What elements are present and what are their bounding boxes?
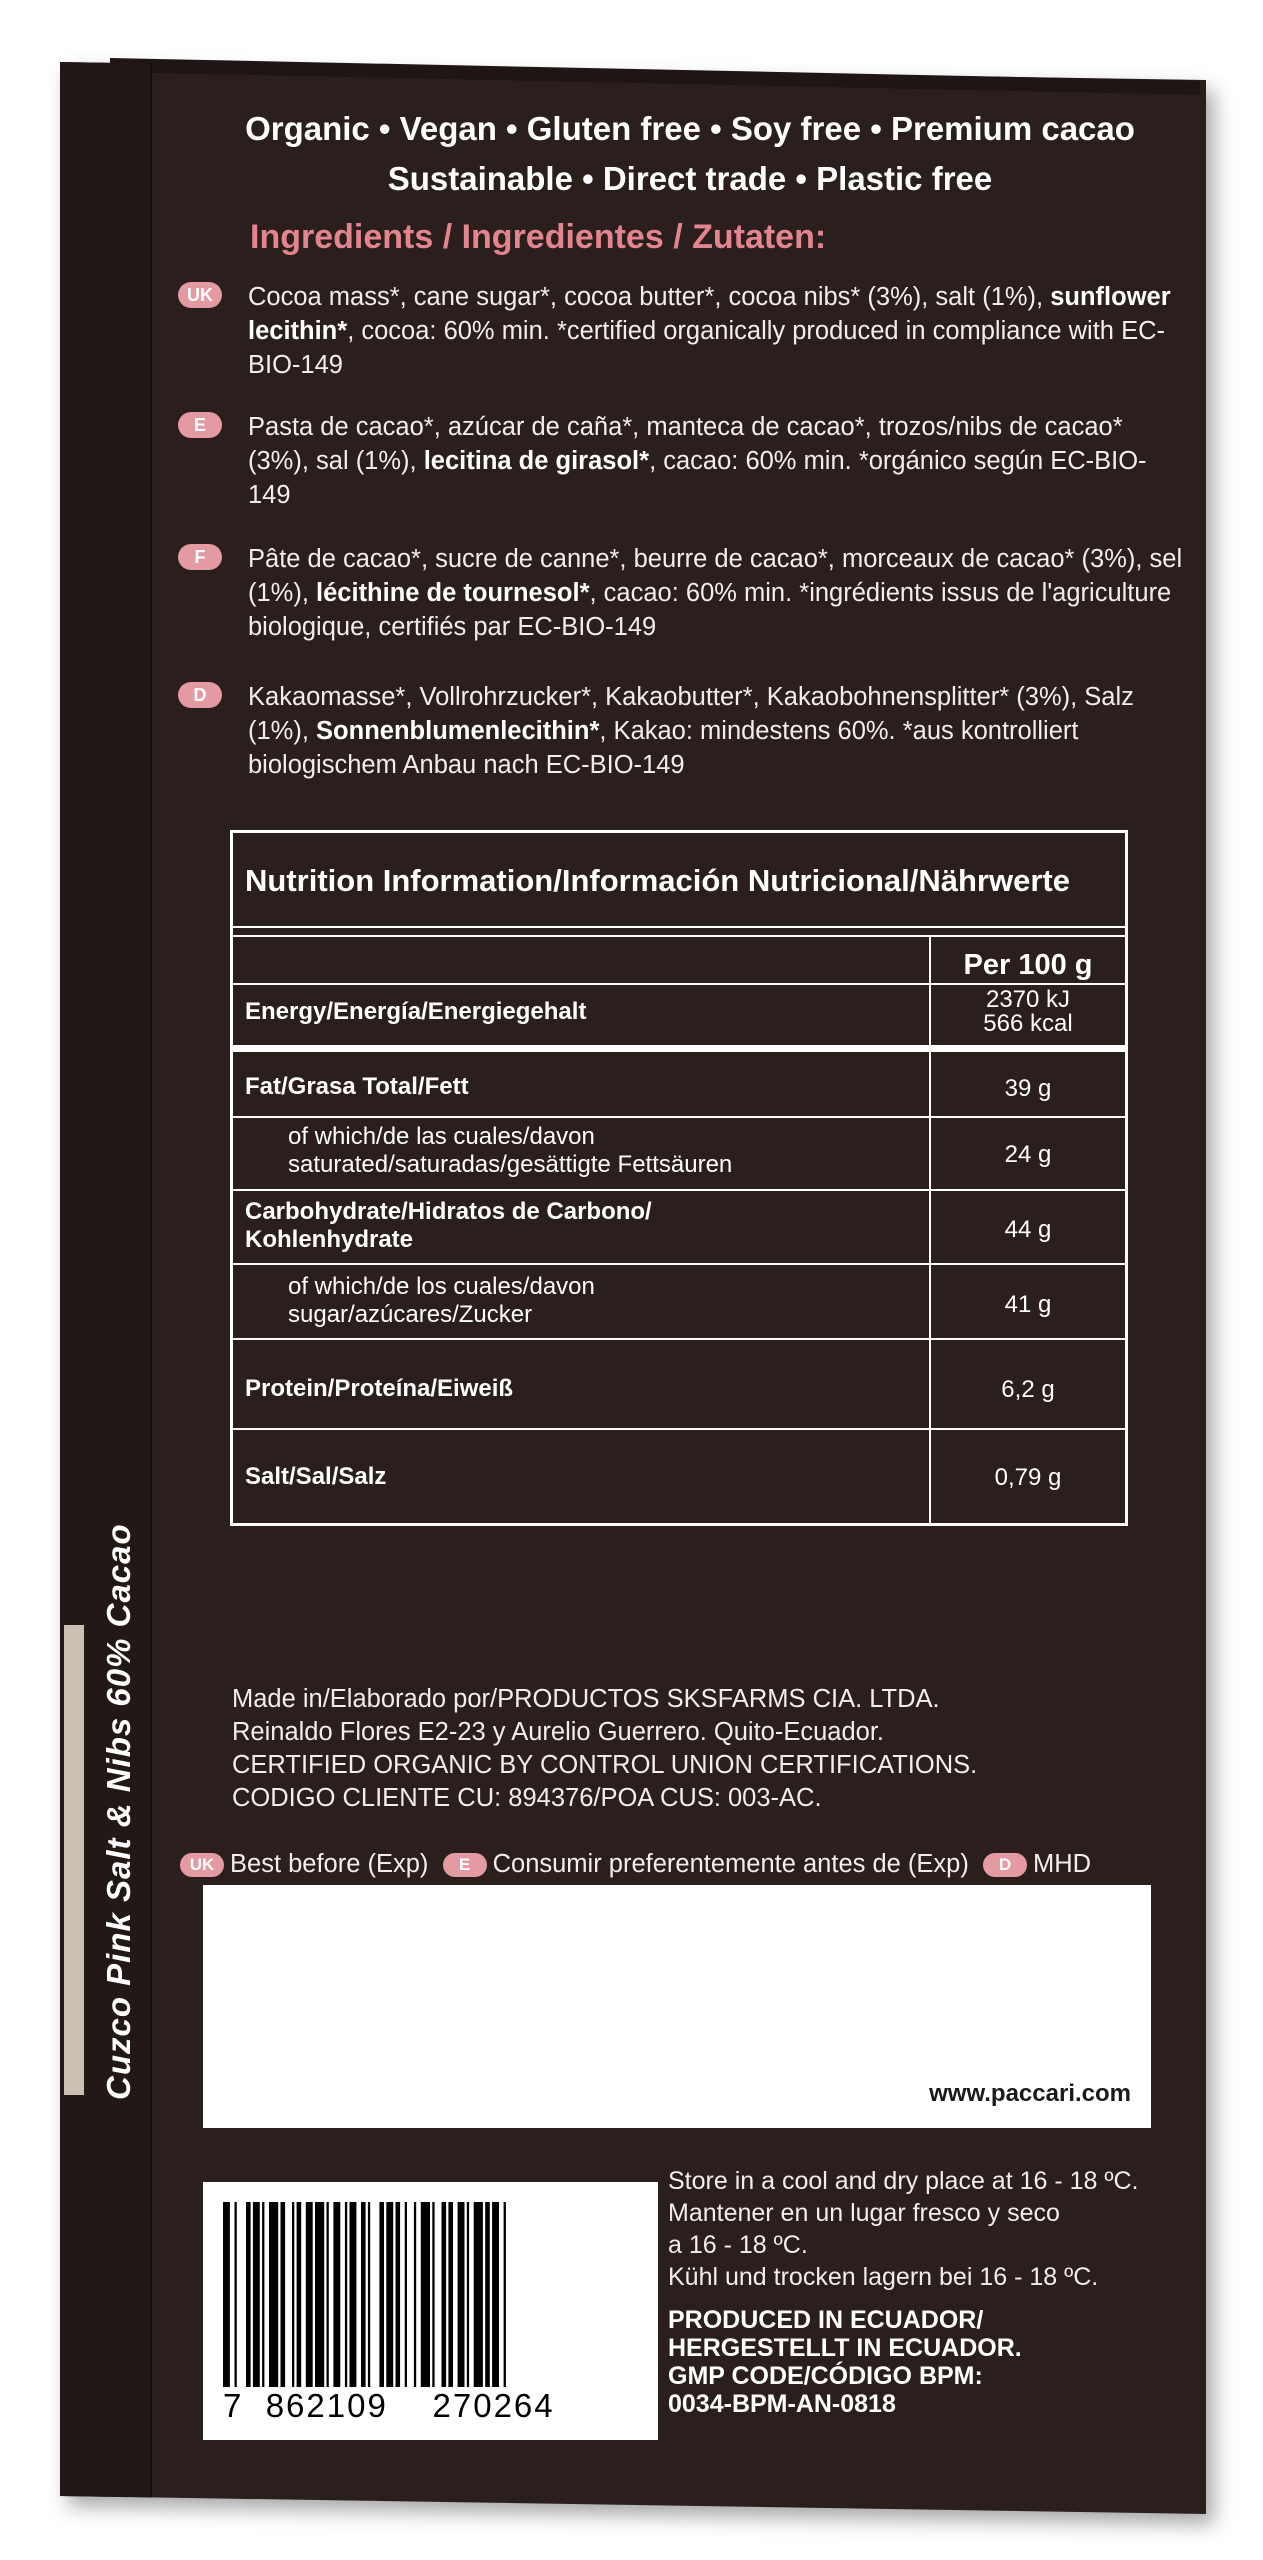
barcode-number: 7 862109 270264 bbox=[223, 2387, 555, 2424]
de-badge: D bbox=[178, 682, 222, 708]
website: www.paccari.com bbox=[929, 2080, 1131, 2107]
ingredients-de: D Kakaomasse*, Vollrohrzucker*, Kakaobutter*, Kakaobohnensplitter* (3%), Salz (1%), Sonnenblumenlecithin*, Kakao: mindestens 60%. *aus kontrolliert biologischem Anbau nach EC-BIO-149 bbox=[178, 680, 1188, 782]
barcode-bar bbox=[474, 2202, 483, 2387]
claims-line-1: Organic • Vegan • Gluten free • Soy free • Premium cacao bbox=[245, 110, 1135, 147]
barcode-bar bbox=[361, 2202, 366, 2387]
fr-badge: F bbox=[178, 544, 222, 570]
barcode-bar bbox=[269, 2202, 278, 2387]
storage-line-1: Store in a cool and dry place at 16 - 18 ºC. bbox=[668, 2167, 1139, 2195]
nutrition-title: Nutrition Information/Información Nutricional/Nährwerte bbox=[245, 863, 1070, 898]
made-line-3: CERTIFIED ORGANIC BY CONTROL UNION CERTIFICATIONS. bbox=[232, 1751, 978, 1779]
salt-value: 0,79 g bbox=[994, 1464, 1062, 1491]
carbohydrate-label-2: Kohlenhydrate bbox=[245, 1226, 414, 1253]
production-info bbox=[668, 2306, 1188, 2418]
barcode-bar bbox=[386, 2202, 393, 2387]
barcode-bar bbox=[379, 2202, 384, 2387]
per-100g-header: Per 100 g bbox=[963, 949, 1093, 981]
expiry-print-area bbox=[203, 1885, 1151, 2128]
bb-es-text: Consumir preferentemente antes de (Exp) bbox=[492, 1850, 969, 1878]
es-badge: E bbox=[178, 412, 222, 438]
ingredients-fr: F Pâte de cacao*, sucre de canne*, beurre de cacao*, morceaux de cacao* (3%), sel (1%), lécithine de tournesol*, cacao: 60% min. *ingrédients issus de l'agriculture biologique, certifiés par EC-BIO-149 bbox=[178, 542, 1188, 644]
barcode-panel bbox=[203, 2182, 658, 2440]
made-line-2: Reinaldo Flores E2-23 y Aurelio Guerrero. Quito-Ecuador. bbox=[232, 1718, 884, 1746]
barcode-bar bbox=[405, 2202, 407, 2387]
barcode-bar bbox=[297, 2202, 302, 2387]
ingredients-title: Ingredients / Ingredientes / Zutaten: bbox=[250, 218, 827, 256]
barcode-bar bbox=[448, 2202, 453, 2387]
fat-label: Fat/Grasa Total/Fett bbox=[245, 1073, 469, 1100]
barcode-bar bbox=[421, 2202, 430, 2387]
energy-label: Energy/Energía/Energiegehalt bbox=[245, 998, 587, 1025]
saturated-label-1: of which/de las cuales/davon bbox=[288, 1123, 595, 1150]
storage-line-3: a 16 - 18 ºC. bbox=[668, 2231, 808, 2259]
uk-badge: UK bbox=[178, 282, 222, 308]
saturated-value: 24 g bbox=[1004, 1141, 1052, 1168]
barcode-bar bbox=[292, 2202, 294, 2387]
produced-line-1: PRODUCED IN ECUADOR/ bbox=[668, 2306, 984, 2334]
bb-uk-text: Best before (Exp) bbox=[230, 1850, 429, 1878]
bb-uk-badge: UK bbox=[180, 1853, 224, 1877]
barcode-bar bbox=[504, 2202, 506, 2387]
barcode-bar bbox=[235, 2202, 237, 2387]
barcode-bar bbox=[414, 2202, 416, 2387]
barcode-bar bbox=[432, 2202, 434, 2387]
package-spine bbox=[60, 62, 152, 2497]
bb-de-text: MHD bbox=[1033, 1850, 1092, 1878]
barcode-bar bbox=[306, 2202, 313, 2387]
barcode-bar bbox=[281, 2202, 286, 2387]
spine-product-name: Cuzco Pink Salt & Nibs 60% Cacao bbox=[100, 1523, 137, 2100]
barcode-bar bbox=[442, 2202, 447, 2387]
barcode-bar bbox=[246, 2202, 251, 2387]
storage-line-2: Mantener en un lugar fresco y seco bbox=[668, 2199, 1060, 2227]
bb-de-badge: D bbox=[983, 1853, 1027, 1877]
carbohydrate-label-1: Carbohydrate/Hidratos de Carbono/ bbox=[245, 1198, 652, 1225]
sugar-value: 41 g bbox=[1004, 1291, 1052, 1318]
bb-es-badge: E bbox=[443, 1853, 487, 1877]
storage-instructions bbox=[668, 2165, 1188, 2293]
barcode-bar bbox=[327, 2202, 329, 2387]
sugar-label-2: sugar/azúcares/Zucker bbox=[288, 1301, 533, 1328]
barcode-bar bbox=[458, 2202, 465, 2387]
produced-line-3: GMP CODE/CÓDIGO BPM: bbox=[668, 2362, 983, 2390]
fat-value: 39 g bbox=[1004, 1075, 1052, 1102]
spine-stripe bbox=[64, 1625, 84, 2095]
barcode-bar bbox=[350, 2202, 357, 2387]
best-before-row bbox=[180, 1850, 1180, 1879]
barcode-bar bbox=[345, 2202, 347, 2387]
ingredients-uk: UK Cocoa mass*, cane sugar*, cocoa butter*, cocoa nibs* (3%), salt (1%), sunflower lecithin*, cocoa: 60% min. *certified organically produced in compliance with EC-BIO-149 bbox=[178, 280, 1188, 382]
barcode-bar bbox=[315, 2202, 324, 2387]
claims-line-2: Sustainable • Direct trade • Plastic free bbox=[387, 160, 993, 197]
storage-line-4: Kühl und trocken lagern bei 16 - 18 ºC. bbox=[668, 2263, 1099, 2291]
energy-kj: 2370 kJ bbox=[985, 986, 1071, 1013]
barcode-icon bbox=[223, 2202, 638, 2387]
produced-line-4: 0034-BPM-AN-0818 bbox=[668, 2390, 896, 2418]
saturated-label-2: saturated/saturadas/gesättigte Fettsäuren bbox=[288, 1151, 733, 1178]
nutrition-table bbox=[230, 830, 1128, 1526]
barcode-bar bbox=[333, 2202, 340, 2387]
barcode-bar bbox=[223, 2202, 230, 2387]
barcode-bar bbox=[262, 2202, 264, 2387]
energy-kcal: 566 kcal bbox=[983, 1010, 1073, 1037]
manufacturer-info bbox=[232, 1683, 1132, 1815]
made-line-4: CODIGO CLIENTE CU: 894376/POA CUS: 003-AC. bbox=[232, 1784, 822, 1812]
barcode-bar bbox=[467, 2202, 469, 2387]
barcode-bar bbox=[492, 2202, 499, 2387]
protein-label: Protein/Proteína/Eiweiß bbox=[245, 1375, 514, 1402]
protein-value: 6,2 g bbox=[1001, 1376, 1055, 1403]
barcode-bar bbox=[253, 2202, 260, 2387]
produced-line-2: HERGESTELLT IN ECUADOR. bbox=[668, 2334, 1022, 2362]
carbohydrate-value: 44 g bbox=[1004, 1216, 1052, 1243]
barcode-bar bbox=[368, 2202, 370, 2387]
sugar-label-1: of which/de los cuales/davon bbox=[288, 1273, 595, 1300]
barcode-bar bbox=[396, 2202, 401, 2387]
salt-label: Salt/Sal/Salz bbox=[245, 1463, 387, 1490]
ingredients-es: E Pasta de cacao*, azúcar de caña*, manteca de cacao*, trozos/nibs de cacao* (3%), sal (1%), lecitina de girasol*, cacao: 60% min. *orgánico según EC-BIO-149 bbox=[178, 410, 1188, 512]
made-line-1: Made in/Elaborado por/PRODUCTOS SKSFARMS CIA. LTDA. bbox=[232, 1685, 940, 1713]
barcode-bar bbox=[485, 2202, 490, 2387]
